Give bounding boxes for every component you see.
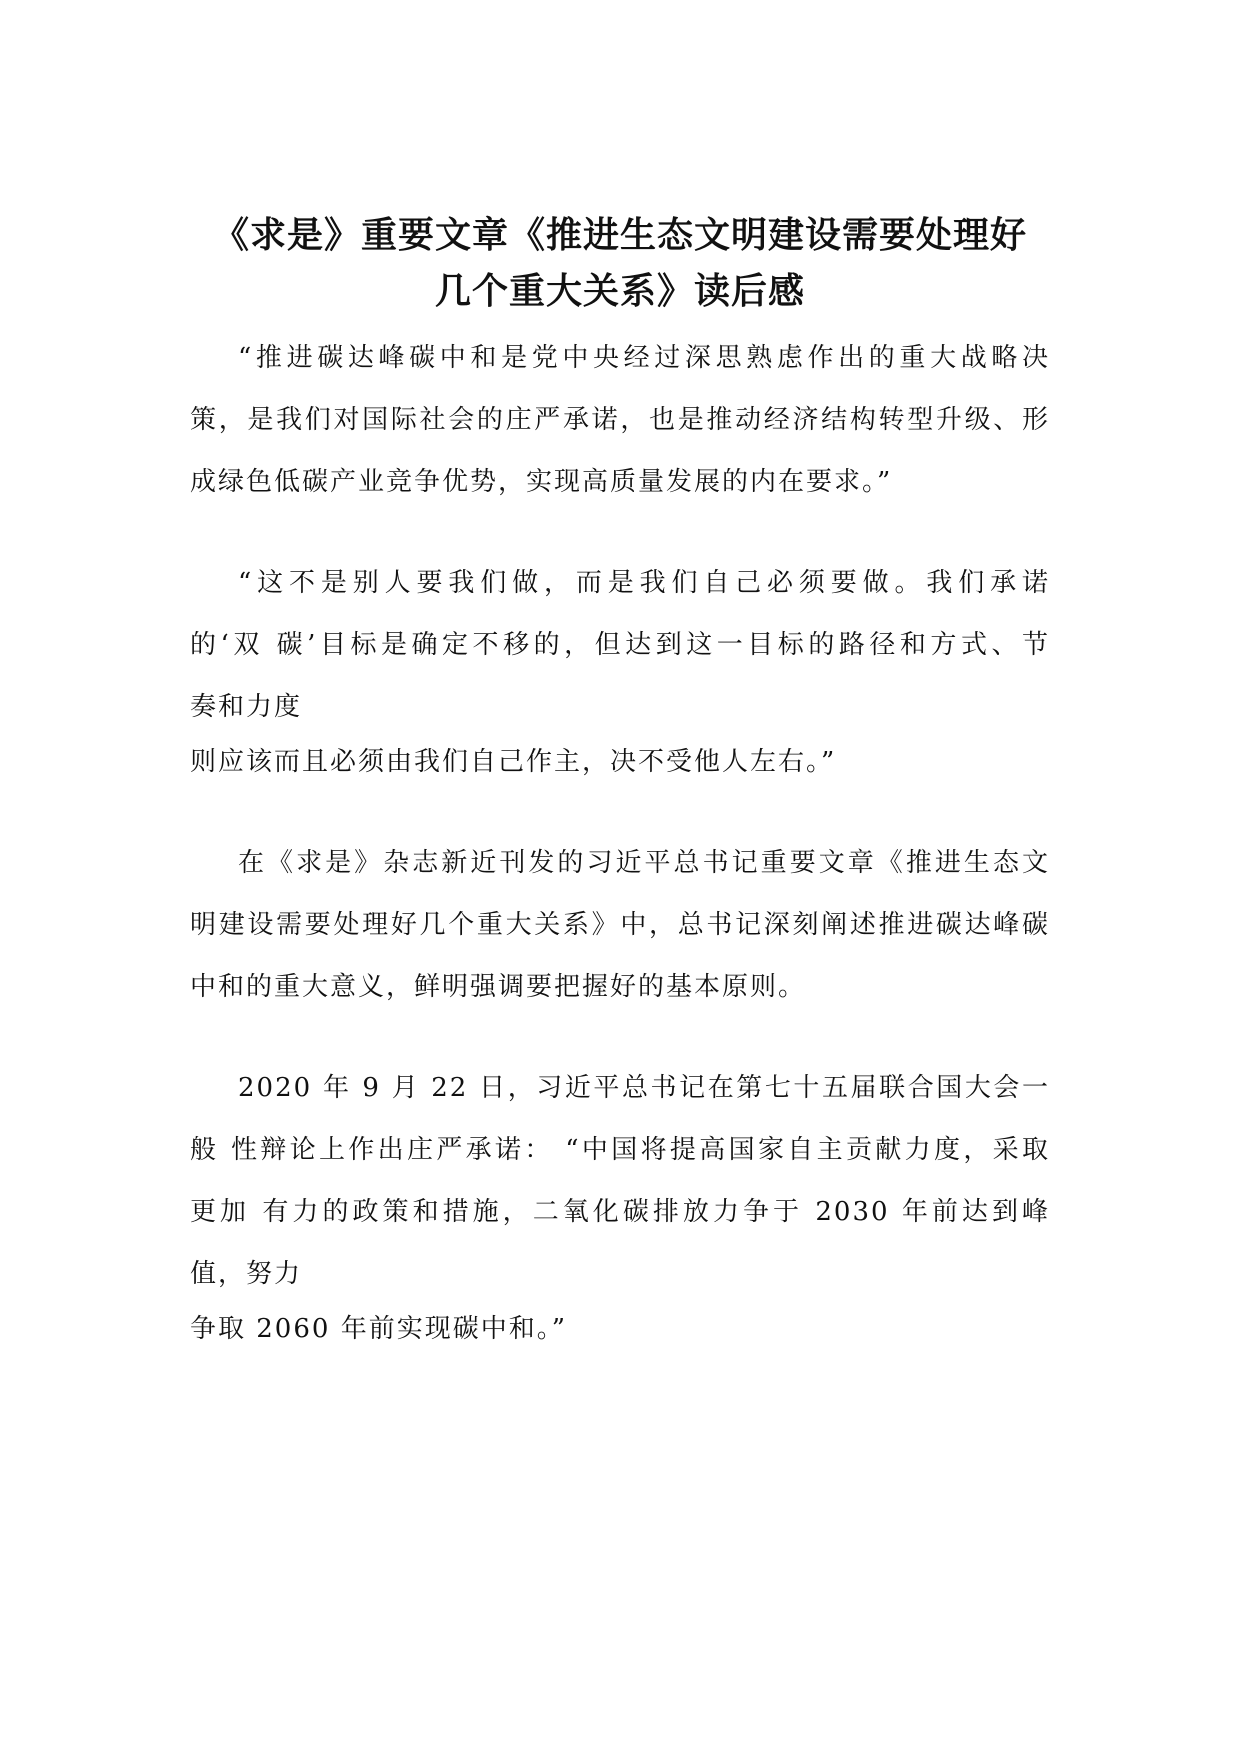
paragraph-1-line-2: 策，是我们对国际社会的庄严承诺，也是推动经济结构转型升级、形 [190, 405, 1050, 435]
paragraph-4-line-3: 更加 有力的政策和措施，二氧化碳排放力争于 2030 年前达到峰 [190, 1197, 1050, 1227]
paragraph-3-line-2: 明建设需要处理好几个重大关系》中，总书记深刻阐述推进碳达峰碳 [190, 910, 1050, 940]
paragraph-3-line-1: 在《求是》杂志新近刊发的习近平总书记重要文章《推进生态文 [238, 848, 1050, 878]
paragraph-2-line-2: 的‘双 碳’目标是确定不移的，但达到这一目标的路径和方式、节 [190, 630, 1050, 660]
paragraph-2-line-1: “这不是别人要我们做，而是我们自己必须要做。我们承诺 [238, 568, 1050, 598]
paragraph-1-line-3: 成绿色低碳产业竞争优势，实现高质量发展的内在要求。” [190, 467, 893, 497]
paragraph-4-line-4: 值，努力 [190, 1259, 303, 1289]
paragraph-4-line-1: 2020 年 9 月 22 日，习近平总书记在第七十五届联合国大会一 [238, 1073, 1050, 1103]
paragraph-1-line-1: “推进碳达峰碳中和是党中央经过深思熟虑作出的重大战略决 [238, 343, 1050, 373]
paragraph-2-line-3: 奏和力度 [190, 692, 303, 722]
document-title-line-2: 几个重大关系》读后感 [434, 271, 805, 312]
document-title-line-1: 《求是》重要文章《推进生态文明建设需要处理好 [212, 215, 1027, 256]
paragraph-3-line-3: 中和的重大意义，鲜明强调要把握好的基本原则。 [190, 972, 807, 1002]
paragraph-4-line-5: 争取 2060 年前实现碳中和。” [190, 1314, 567, 1344]
paragraph-2-line-4: 则应该而且必须由我们自己作主，决不受他人左右。” [190, 747, 837, 777]
paragraph-4-line-2: 般 性辩论上作出庄严承诺： “中国将提高国家自主贡献力度，采取 [190, 1135, 1050, 1165]
